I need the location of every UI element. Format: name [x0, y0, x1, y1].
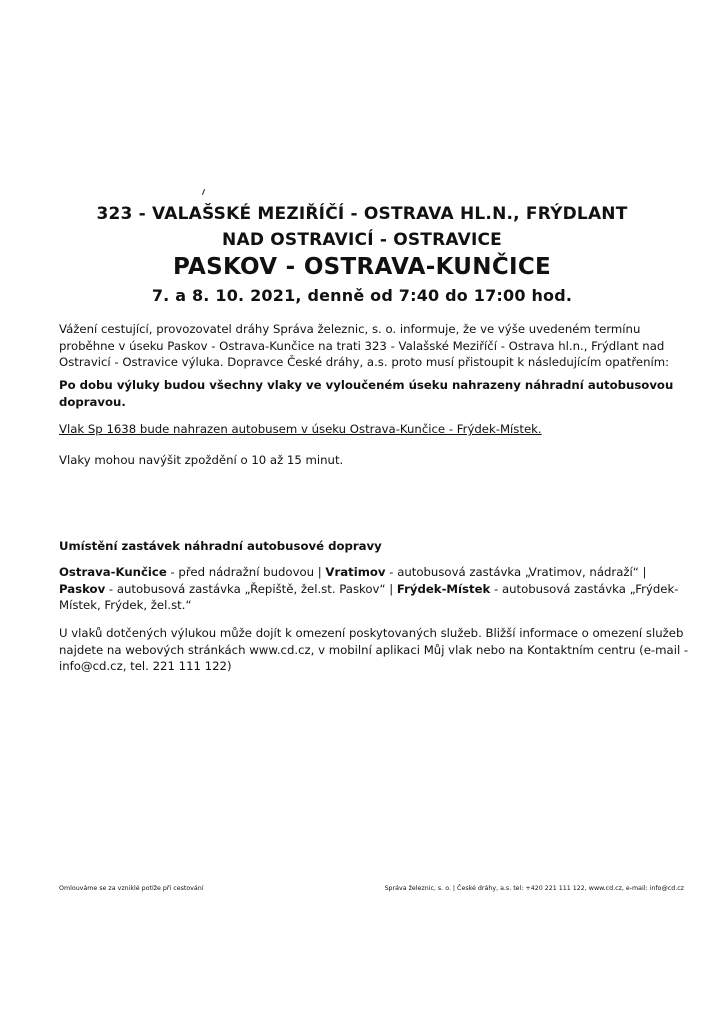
scan-mark: [202, 189, 205, 195]
footer-apology: Omlouváme se za vzniklé potíže při cestování: [59, 885, 204, 892]
closure-dates: 7. a 8. 10. 2021, denně od 7:40 do 17:00 hod.: [151, 286, 573, 305]
section-title: PASKOV - OSTRAVA-KUNČICE: [172, 254, 552, 280]
route-title-line2: NAD OSTRAVICÍ - OSTRAVICE: [222, 230, 502, 250]
stop-name: Paskov: [59, 581, 106, 596]
stop-description: - autobusová zastávka „Vratimov, nádraží“ |: [385, 565, 647, 579]
stops-paragraph: [59, 564, 691, 614]
stop-name: Vratimov: [325, 565, 386, 579]
stop-description: - autobusová zastávka „Frýdek-Místek, Frýdek, žel.st.“: [59, 581, 679, 612]
stops-heading: Umístění zastávek náhradní autobusové dopravy: [59, 539, 382, 553]
stop-name: Frýdek-Místek: [396, 581, 491, 596]
replacement-notice: Po dobu výluky budou všechny vlaky ve vyloučeném úseku nahrazeny náhradní autobusovou dopravou.: [59, 378, 674, 409]
stop-description: - před nádražní budovou |: [166, 565, 326, 579]
footer-contacts: Správa železnic, s. o. | České dráhy, a.s. tel: +420 221 111 122, www.cd.cz, e-mail: info@cd.cz: [384, 885, 684, 892]
service-info-paragraph: U vlaků dotčených výlukou může dojít k omezení poskytovaných služeb. Bližší informace o omezení služeb najdete na webových stránkách www.cd.cz, v mobilní aplikaci Můj vlak nebo na Kontaktním centru (e-mail - info@cd.cz, tel. 221 111 122): [59, 626, 689, 673]
stop-description: - autobusová zastávka „Řepiště, žel.st. Paskov“ |: [105, 581, 397, 596]
stop-name: Ostrava-Kunčice: [59, 565, 167, 579]
delay-note: Vlaky mohou navýšit zpoždění o 10 až 15 minut.: [59, 453, 344, 467]
train-note: Vlak Sp 1638 bude nahrazen autobusem v úseku Ostrava-Kunčice - Frýdek-Místek.: [59, 422, 542, 436]
route-title-line1: 323 - VALAŠSKÉ MEZIŘÍČÍ - OSTRAVA HL.N., FRÝDLANT: [96, 204, 628, 224]
intro-paragraph: Vážení cestující, provozovatel dráhy Správa železnic, s. o. informuje, že ve výše uvedeném termínu proběhne v úseku Paskov - Ostrava-Kunčice na trati 323 - Valašské Meziříčí - Ostrava hl.n., Frýdlant nad Ostravicí - Ostravice výluka. Dopravce České dráhy, a.s. proto musí přistoupit k následujícím opatřením:: [59, 322, 670, 369]
